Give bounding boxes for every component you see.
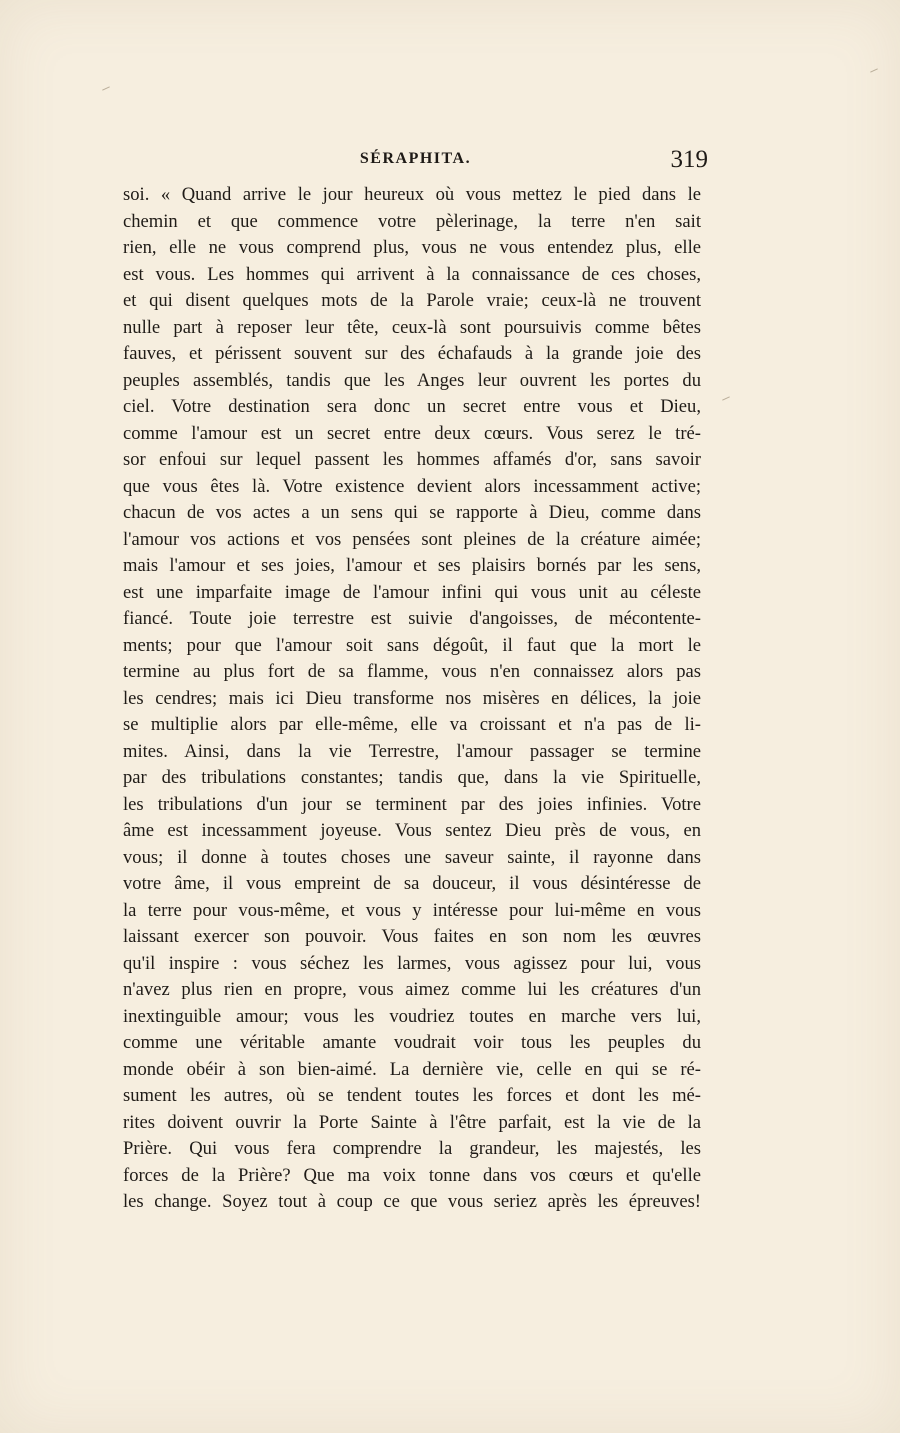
paper-speck — [102, 86, 110, 90]
text-line: les change. Soyez tout à coup ce que vous seriez après les épreuves! — [123, 1191, 701, 1212]
running-title: SÉRAPHITA. — [359, 150, 472, 167]
paper-speck — [722, 396, 730, 400]
text-line: que vous êtes là. Votre existence devient alors incessamment active; — [123, 475, 701, 497]
text-line: sor enfoui sur lequel passent les hommes affamés d'or, sans savoir — [123, 449, 701, 470]
text-line: la terre pour vous-même, et vous y intéresse pour lui-même en vous — [123, 899, 701, 921]
text-line: peuples assemblés, tandis que les Anges leur ouvrent les portes du — [123, 369, 701, 391]
text-line: ments; pour que l'amour soit sans dégoût, il faut que la mort le — [123, 634, 701, 656]
text-line: l'amour vos actions et vos pensées sont pleines de la créature aimée; — [123, 528, 701, 550]
text-line: sument les autres, où se tendent toutes les forces et dont les mé- — [123, 1085, 701, 1106]
text-line: âme est incessamment joyeuse. Vous sentez Dieu près de vous, en — [123, 820, 701, 841]
text-line: forces de la Prière? Que ma voix tonne dans vos cœurs et qu'elle — [123, 1164, 701, 1186]
text-line: ciel. Votre destination sera donc un secret entre vous et Dieu, — [123, 396, 701, 417]
text-line: chacun de vos actes a un sens qui se rapporte à Dieu, comme dans — [123, 502, 701, 523]
running-head — [123, 146, 708, 182]
page-number: 319 — [670, 146, 708, 173]
text-line: votre âme, il vous empreint de sa douceur, il vous désintéresse de — [123, 873, 701, 894]
text-line: comme l'amour est un secret entre deux cœurs. Vous serez le tré- — [123, 422, 701, 444]
text-line: fiancé. Toute joie terrestre est suivie d'angoisses, de méconte​nte- — [123, 608, 701, 629]
text-line: fauves, et périssent souvent sur des échafauds à la grande joie des — [123, 343, 701, 364]
text-line: est une imparfaite image de l'amour infini qui vous unit au céleste — [123, 581, 701, 603]
text-line: mites. Ainsi, dans la vie Terrestre, l'amour passager se termine — [123, 740, 701, 762]
text-line: termine au plus fort de sa flamme, vous n'en connaissez alors pas — [123, 661, 701, 682]
text-line: vous; il donne à toutes choses une saveur sainte, il rayonne dans — [123, 846, 701, 868]
text-line: Prière. Qui vous fera comprendre la grandeur, les majestés, les — [123, 1138, 701, 1159]
text-line: laissant exercer son pouvoir. Vous faites en son nom les œuvres — [123, 926, 701, 947]
text-line: par des tribulations constantes; tandis que, dans la vie Spirituelle, — [123, 767, 701, 788]
body-text — [123, 182, 701, 1222]
text-line: monde obéir à son bien-aimé. La dernière vie, celle en qui se ré- — [123, 1058, 701, 1080]
paper-speck — [870, 68, 878, 72]
text-line: soi. « Quand arrive le jour heureux où vous mettez le pied dans le — [123, 184, 701, 205]
text-line: qu'il inspire : vous séchez les larmes, vous agissez pour lui, vous — [123, 952, 701, 974]
text-line: rien, elle ne vous comprend plus, vous ne vous entendez plus, elle — [123, 237, 701, 258]
text-line: les cendres; mais ici Dieu transforme nos misères en délices, la joie — [123, 687, 701, 709]
text-line: rites doivent ouvrir la Porte Sainte à l'être parfait, est la vie de la — [123, 1111, 701, 1133]
text-line: n'avez plus rien en propre, vous aimez comme lui les créatures d'un — [123, 979, 701, 1000]
text-line: et qui disent quelques mots de la Parole vraie; ceux-là ne trouvent — [123, 290, 701, 311]
text-line: mais l'amour et ses joies, l'amour et ses plaisirs bornés par les sens, — [123, 555, 701, 576]
text-line: se multiplie alors par elle-même, elle va croissant et n'a pas de li- — [123, 714, 701, 735]
text-line: inextinguible amour; vous les voudriez toutes en marche vers lui, — [123, 1005, 701, 1027]
text-line: est vous. Les hommes qui arrivent à la connaissance de ces choses, — [123, 263, 701, 285]
text-line: comme une véritable amante voudrait voir tous les peuples du — [123, 1032, 701, 1053]
text-line: chemin et que commence votre pèlerinage, la terre n'en sait — [123, 210, 701, 232]
text-line: nulle part à reposer leur tête, ceux-là sont poursuivis comme bêtes — [123, 316, 701, 338]
text-line: les tribulations d'un jour se terminent par des joies infinies. Votre — [123, 793, 701, 815]
